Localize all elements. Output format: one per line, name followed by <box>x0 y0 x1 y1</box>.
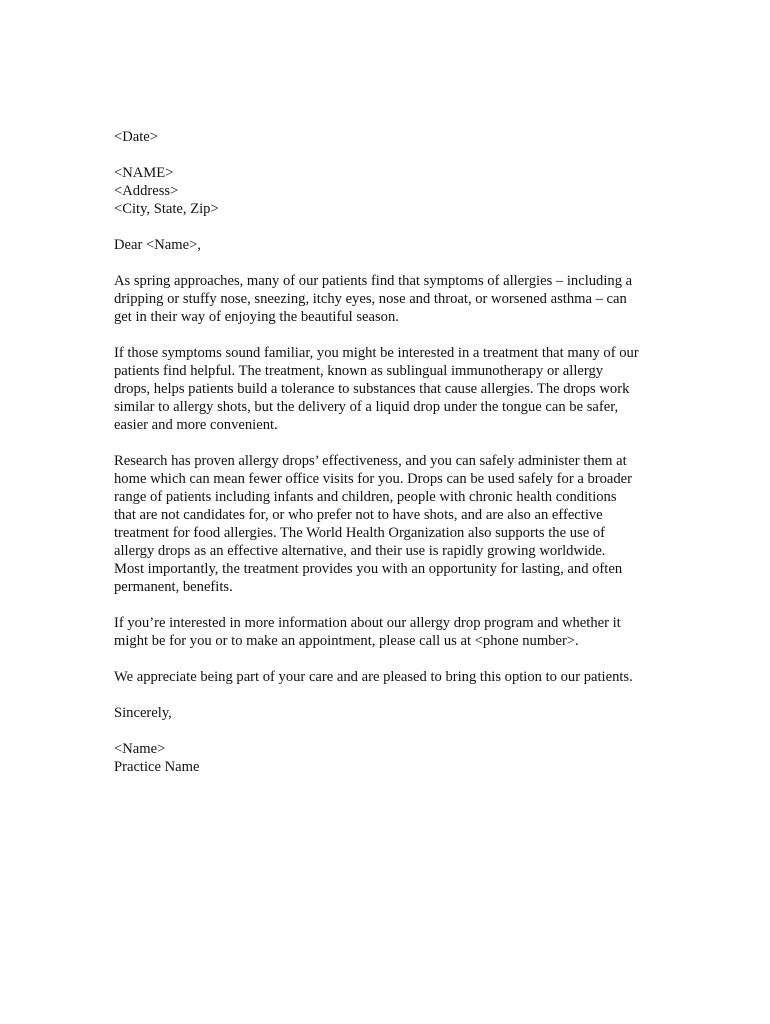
paragraph-line: similar to allergy shots, but the delivery of a liquid drop under the tongue can be safer, <box>114 399 619 415</box>
closing <box>114 704 662 722</box>
signature-block <box>114 740 662 776</box>
paragraph-line: dripping or stuffy nose, sneezing, itchy eyes, nose and throat, or worsened asthma – can <box>114 291 627 307</box>
paragraph-line: home which can mean fewer office visits for you. Drops can be used safely for a broader <box>114 471 633 487</box>
recipient-name: <NAME> <box>114 165 174 181</box>
signature-practice: Practice Name <box>114 759 200 775</box>
closing-line: Sincerely, <box>114 705 172 721</box>
paragraph-research <box>114 452 662 596</box>
paragraph-line: patients find helpful. The treatment, known as sublingual immunotherapy or allergy <box>114 363 604 379</box>
recipient-address: <Address> <box>114 183 179 199</box>
paragraph-line: We appreciate being part of your care and are pleased to bring this option to our patients. <box>114 669 633 685</box>
paragraph-line: permanent, benefits. <box>114 579 233 595</box>
paragraph-line: easier and more convenient. <box>114 417 278 433</box>
recipient-city-state-zip: <City, State, Zip> <box>114 201 219 217</box>
recipient-address-block <box>114 164 662 218</box>
paragraph-appreciation <box>114 668 662 686</box>
salutation-line: Dear <Name>, <box>114 237 201 253</box>
letter-body <box>114 128 662 794</box>
paragraph-line: that are not candidates for, or who prefer not to have shots, and are also an effective <box>114 507 603 523</box>
paragraph-line: If you’re interested in more information about our allergy drop program and whether it <box>114 615 621 631</box>
paragraph-line: If those symptoms sound familiar, you might be interested in a treatment that many of our <box>114 345 639 361</box>
paragraph-line: get in their way of enjoying the beautiful season. <box>114 309 399 325</box>
paragraph-line: allergy drops as an effective alternative, and their use is rapidly growing worldwide. <box>114 543 606 559</box>
paragraph-line: range of patients including infants and children, people with chronic health conditions <box>114 489 617 505</box>
paragraph-line: Research has proven allergy drops’ effectiveness, and you can safely administer them at <box>114 453 627 469</box>
letter-date <box>114 128 662 146</box>
paragraph-line: drops, helps patients build a tolerance to substances that cause allergies. The drops work <box>114 381 630 397</box>
salutation <box>114 236 662 254</box>
paragraph-line: might be for you or to make an appointment, please call us at <phone number>. <box>114 633 579 649</box>
paragraph-line: Most importantly, the treatment provides you with an opportunity for lasting, and often <box>114 561 623 577</box>
paragraph-intro <box>114 272 662 326</box>
paragraph-treatment <box>114 344 662 434</box>
date-line: <Date> <box>114 129 159 145</box>
paragraph-line: treatment for food allergies. The World Health Organization also supports the use of <box>114 525 605 541</box>
paragraph-contact <box>114 614 662 650</box>
paragraph-line: As spring approaches, many of our patients find that symptoms of allergies – including a <box>114 273 633 289</box>
signature-name: <Name> <box>114 741 166 757</box>
